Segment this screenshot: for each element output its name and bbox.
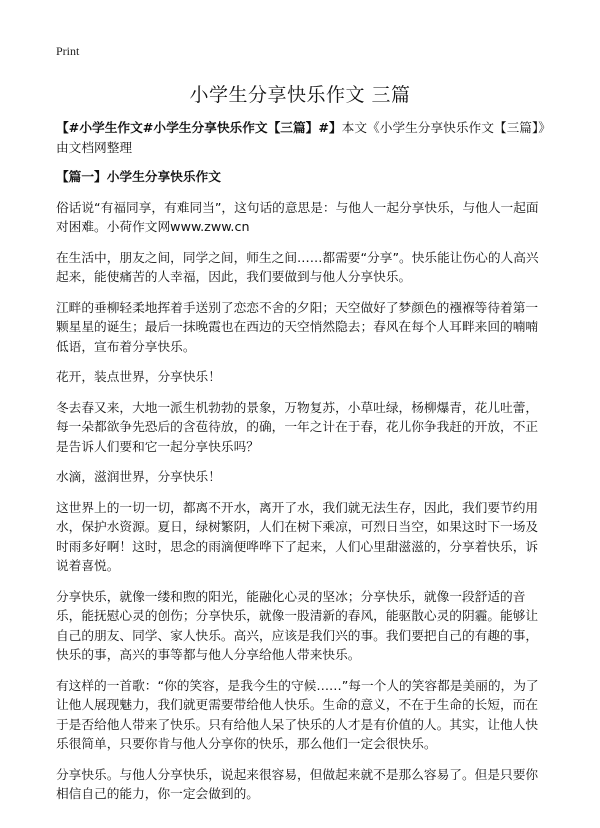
paragraph-5: 冬去春又来，大地一派生机勃勃的景象，万物复苏，小草吐绿，杨柳爆青，花儿吐蕾，每一朵都欲争先恐后的含苞待放，的确，一年之计在于春，花儿你争我赶的开放，不正是告诉人们要和它一起分享快乐吗？ <box>56 399 539 454</box>
paragraph-8: 分享快乐，就像一缕和煦的阳光，能融化心灵的坚冰；分享快乐，就像一段舒适的音乐，能抚慰心灵的创伤；分享快乐，就像一股清新的春风，能驱散心灵的阴霾。能够让自己的朋友、同学、家人快乐。高兴，应该是我们兴的事。我们要把自己的有趣的事，快乐的事，高兴的事等都与他人分享给他人带来快乐。 <box>56 588 539 662</box>
print-link[interactable]: Print <box>56 44 80 58</box>
article-body <box>56 118 550 804</box>
paragraph-2: 在生活中，朋友之间，同学之间，师生之间……都需要“分享”。快乐能让伤心的人高兴起来，能使痛苦的人幸福，因此，我们要做到与他人分享快乐。 <box>56 249 539 284</box>
paragraph-3: 江畔的垂柳轻柔地挥着手送别了恋恋不舍的夕阳；天空做好了梦颜色的襁褓等待着第一颗星星的诞生；最后一抹晚霞也在西边的天空悄然隐去；春风在每个人耳畔来回的喃喃低语，宣布着分享快乐。 <box>56 299 539 354</box>
intro-paragraph <box>56 118 550 157</box>
intro-tag: 【#小学生作文#小学生分享快乐作文【三篇】#】 <box>56 120 342 135</box>
paragraph-1: 俗话说“有福同享，有难同当”，这句话的意思是：与他人一起分享快乐，与他人一起面对困难。小荷作文网www.zww.cn <box>56 199 539 234</box>
paragraph-6: 水滴，滋润世界，分享快乐！ <box>56 469 221 484</box>
section-heading: 【篇一】小学生分享快乐作文 <box>56 169 221 184</box>
paragraph-9: 有这样的一首歌：“你的笑容，是我今生的守候……”每一个人的笑容都是美丽的，为了让他人展现魅力，我们就更需要带给他人快乐。生命的意义，不在于生命的长短，而在于是否给他人带来了快乐。只有给他人呆了快乐的人才是有价值的人。其实，让他人快乐很简单，只要你肯与他人分享你的快乐，那么他们一定会很快乐。 <box>56 677 539 751</box>
paragraph-10: 分享快乐。与他人分享快乐，说起来很容易，但做起来就不是那么容易了。但是只要你相信自己的能力，你一定会做到的。 <box>56 766 539 801</box>
paragraph-7: 这世界上的一切一切，都离不开水，离开了水，我们就无法生存，因此，我们要节约用水，保护水资源。夏日，绿树繁阴，人们在树下乘凉，可烈日当空，如果这时下一场及时雨多好啊！这时，思念的雨滴便哗哗下了起来，人们心里甜滋滋的，分享着快乐，诉说着喜悦。 <box>56 499 539 573</box>
page-title: 小学生分享快乐作文 三篇 <box>189 84 411 106</box>
paragraph-4: 花开，装点世界，分享快乐！ <box>56 369 221 384</box>
intro-text: 本文《小学生分享快乐作文【三篇】》由文档网整理 <box>56 120 545 155</box>
